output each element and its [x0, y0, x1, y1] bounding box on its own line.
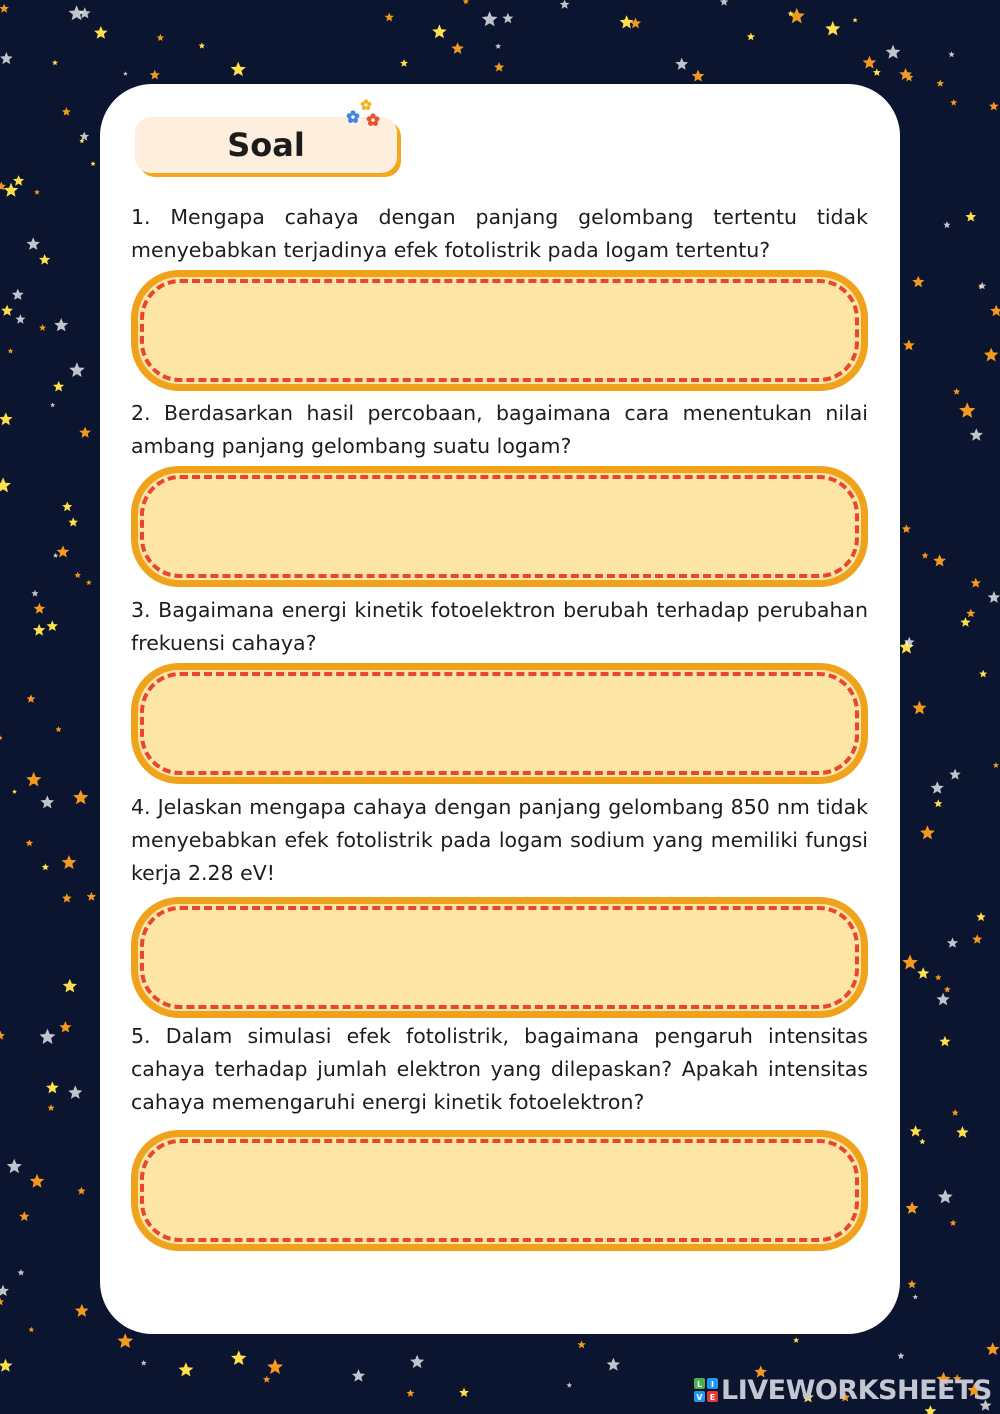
star-icon: [48, 1104, 55, 1111]
star-icon: [410, 1355, 424, 1368]
star-icon: [8, 348, 14, 353]
star-icon: [75, 572, 82, 578]
star-icon: [943, 221, 950, 228]
star-icon: [13, 175, 24, 186]
star-icon: [26, 839, 33, 846]
star-icon: [400, 59, 408, 67]
logo-text: LIVEWORKSHEETS: [721, 1374, 992, 1406]
star-icon: [482, 11, 498, 26]
star-icon: [933, 554, 946, 566]
star-icon: [53, 553, 59, 558]
star-icon: [75, 1304, 89, 1317]
star-icon: [18, 1269, 25, 1276]
answer-box-4[interactable]: [131, 897, 868, 1018]
svg-text:I: I: [711, 1380, 714, 1389]
star-icon: [919, 1138, 925, 1144]
star-icon: [0, 1359, 12, 1372]
star-icon: [912, 276, 924, 288]
star-icon: [976, 912, 985, 921]
star-icon: [990, 305, 1000, 316]
star-icon: [157, 34, 165, 41]
star-icon: [984, 348, 999, 362]
star-icon: [720, 0, 729, 6]
star-icon: [352, 1369, 365, 1382]
star-icon: [69, 362, 85, 377]
star-icon: [199, 42, 206, 48]
star-icon: [62, 855, 77, 869]
star-icon: [952, 1109, 959, 1116]
svg-text:E: E: [709, 1393, 716, 1402]
star-icon: [451, 42, 463, 54]
star-icon: [939, 1036, 950, 1047]
star-icon: [906, 1202, 919, 1215]
star-icon: [947, 937, 958, 947]
star-icon: [956, 1126, 968, 1138]
star-icon: [747, 33, 755, 41]
star-icon: [46, 1081, 59, 1093]
star-icon: [263, 1376, 270, 1383]
star-icon: [825, 21, 840, 36]
star-icon: [935, 974, 941, 980]
star-icon: [27, 694, 36, 702]
answer-box-5[interactable]: [131, 1130, 868, 1251]
star-icon: [39, 324, 46, 331]
star-icon: [902, 955, 918, 970]
star-icon: [54, 318, 68, 331]
star-icon: [675, 58, 688, 70]
star-icon: [897, 1352, 904, 1359]
star-icon: [0, 735, 3, 740]
star-icon: [912, 701, 926, 714]
star-icon: [53, 381, 64, 392]
star-icon: [40, 795, 54, 808]
star-icon: [630, 18, 641, 29]
star-icon: [47, 620, 58, 631]
star-icon: [0, 1031, 5, 1040]
star-icon: [495, 43, 501, 49]
star-icon: [938, 1189, 953, 1203]
star-icon: [62, 502, 72, 512]
star-icon: [12, 789, 17, 794]
star-icon: [231, 1350, 246, 1365]
star-icon: [73, 790, 88, 805]
answer-box-1[interactable]: [131, 270, 868, 391]
star-icon: [979, 670, 987, 678]
star-icon: [31, 590, 38, 597]
star-icon: [937, 993, 950, 1006]
star-icon: [931, 781, 944, 794]
question-1: 1. Mengapa cahaya dengan panjang gelombang tertentu tidak menyebabkan terjadinya efek fotolistrik pada logam tertentu?: [131, 205, 868, 262]
star-icon: [988, 591, 1000, 603]
star-icon: [863, 56, 877, 69]
page-title: Soal: [227, 126, 305, 164]
star-icon: [886, 45, 901, 59]
star-icon: [966, 609, 975, 618]
star-icon: [50, 402, 55, 407]
star-icon: [77, 1187, 85, 1195]
star-icon: [432, 24, 447, 38]
star-icon: [789, 8, 805, 23]
star-icon: [385, 13, 394, 22]
liveworksheets-logo-icon: [694, 1378, 718, 1402]
star-icon: [231, 62, 246, 76]
star-icon: [69, 5, 85, 20]
star-icon: [407, 1389, 415, 1397]
star-icon: [934, 799, 942, 807]
star-icon: [63, 979, 77, 993]
star-icon: [970, 428, 983, 441]
star-icon: [578, 1340, 586, 1348]
star-icon: [19, 1211, 29, 1221]
star-icon: [567, 1382, 573, 1387]
star-icon: [39, 254, 50, 265]
star-icon: [141, 1360, 147, 1366]
star-icon: [0, 52, 13, 64]
star-icon: [27, 237, 40, 250]
star-icon: [607, 1358, 621, 1371]
star-icon: [463, 0, 469, 4]
star-icon: [920, 825, 935, 839]
star-icon: [12, 289, 24, 300]
star-icon: [30, 1174, 45, 1188]
star-icon: [908, 1280, 917, 1289]
star-icon: [0, 4, 9, 13]
star-icon: [494, 62, 504, 72]
star-icon: [52, 60, 58, 65]
star-icon: [972, 934, 982, 944]
star-icon: [29, 1327, 35, 1332]
star-icon: [950, 99, 957, 106]
star-icon: [937, 80, 945, 87]
star-icon: [1, 305, 13, 316]
star-icon: [989, 101, 999, 110]
star-icon: [117, 1333, 133, 1348]
star-icon: [986, 1342, 1000, 1355]
star-icon: [959, 402, 975, 417]
star-icon: [950, 1220, 957, 1226]
star-icon: [502, 13, 513, 23]
star-icon: [902, 524, 911, 533]
star-icon: [692, 70, 705, 82]
star-icon: [57, 545, 70, 557]
star-icon: [68, 1085, 82, 1099]
star-icon: [960, 617, 970, 627]
svg-text:V: V: [696, 1393, 703, 1402]
star-icon: [33, 624, 45, 636]
star-icon: [179, 1362, 194, 1376]
star-icon: [150, 70, 160, 80]
star-icon: [948, 51, 954, 57]
star-icon: [459, 1388, 469, 1397]
star-icon: [56, 726, 62, 732]
star-icon: [953, 388, 960, 395]
answer-box-3[interactable]: [131, 663, 868, 784]
star-icon: [62, 893, 72, 902]
star-icon: [0, 477, 11, 492]
answer-box-2[interactable]: [131, 466, 868, 587]
star-icon: [34, 603, 46, 614]
question-4: 4. Jelaskan mengapa cahaya dengan panjang gelombang 850 nm tidak menyebabkan efek fotolistrik pada logam sodium yang memiliki fungsi kerja 2.28 eV!: [131, 795, 868, 885]
star-icon: [15, 314, 25, 324]
star-icon: [86, 580, 92, 585]
question-5: 5. Dalam simulasi efek fotolistrik, bagaimana pengaruh intensitas cahaya terhadap jumlah elektron yang dilepaskan? Apakah intensitas cahaya memengaruhi energi kinetik fotoelektron?: [131, 1024, 868, 1114]
star-icon: [0, 412, 12, 425]
star-icon: [944, 986, 951, 992]
star-icon: [59, 1021, 71, 1033]
star-icon: [0, 1298, 4, 1306]
star-icon: [79, 427, 91, 438]
star-icon: [925, 1405, 937, 1414]
star-icon: [123, 71, 128, 76]
flower-icon: [343, 98, 383, 130]
star-icon: [853, 18, 858, 23]
liveworksheets-logo: [694, 1376, 992, 1404]
star-icon: [91, 161, 96, 166]
star-icon: [910, 1125, 922, 1137]
svg-text:L: L: [696, 1380, 703, 1389]
star-icon: [913, 1294, 918, 1299]
star-icon: [993, 762, 999, 768]
star-icon: [80, 132, 90, 141]
star-icon: [0, 1285, 9, 1297]
star-icon: [966, 211, 977, 221]
question-3: 3. Bagaimana energi kinetik fotoelektron berubah terhadap perubahan frekuensi cahaya?: [131, 598, 868, 655]
star-icon: [68, 517, 78, 526]
star-icon: [7, 1159, 22, 1173]
star-icon: [87, 892, 96, 901]
question-2: 2. Berdasarkan hasil percobaan, bagaimana cara menentukan nilai ambang panjang gelombang suatu logam?: [131, 401, 868, 458]
star-icon: [267, 1359, 283, 1374]
star-icon: [873, 68, 881, 76]
star-icon: [971, 578, 982, 588]
star-icon: [949, 769, 961, 780]
star-icon: [26, 772, 41, 787]
star-icon: [94, 26, 108, 39]
star-icon: [62, 107, 71, 115]
star-icon: [793, 1337, 799, 1343]
star-icon: [903, 339, 915, 350]
star-icon: [39, 1029, 55, 1044]
star-icon: [917, 967, 929, 979]
star-icon: [42, 863, 49, 870]
star-icon: [560, 0, 570, 9]
star-icon: [922, 552, 929, 559]
star-icon: [34, 189, 40, 194]
